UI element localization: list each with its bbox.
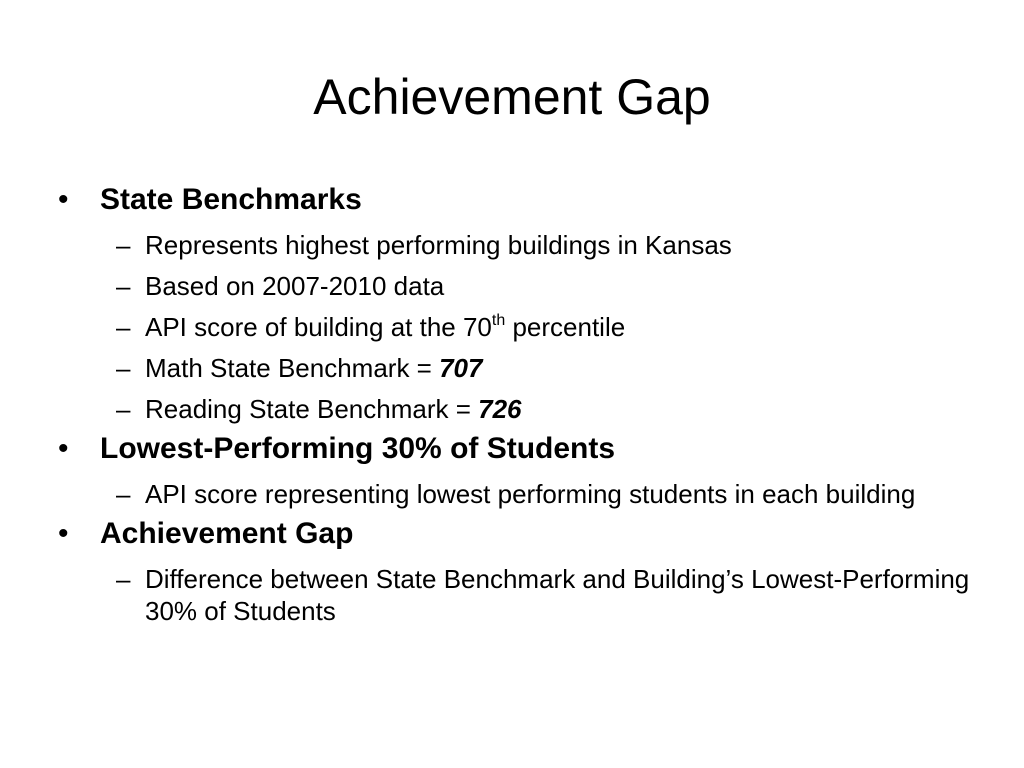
dash-marker: –: [116, 271, 131, 301]
dash-marker: –: [116, 230, 131, 260]
sub-item: [52, 478, 982, 510]
slide-title: Achievement Gap: [313, 69, 711, 125]
dash-marker: –: [116, 564, 131, 594]
sub-item: [52, 393, 982, 425]
bullet-achievement-gap: [52, 514, 982, 554]
sub-item-text-suffix: percentile: [505, 312, 626, 342]
bullet-marker: •: [58, 183, 69, 216]
dash-marker: –: [116, 312, 131, 342]
bullet-heading: Lowest-Performing 30% of Students: [100, 432, 616, 465]
sub-list-lowest-performing: [52, 478, 982, 510]
dash-marker: –: [116, 479, 131, 509]
sub-item: [52, 270, 982, 302]
dash-marker: –: [116, 394, 131, 424]
bullet-heading: State Benchmarks: [100, 183, 362, 216]
math-benchmark-value: 707: [439, 353, 483, 383]
sub-item: [52, 311, 982, 343]
superscript: th: [491, 312, 506, 329]
sub-item-text: Math State Benchmark =: [145, 353, 440, 383]
bullet-marker: •: [58, 517, 69, 550]
sub-list-achievement-gap: [52, 563, 982, 627]
sub-item: [52, 352, 982, 384]
sub-item: [52, 563, 982, 627]
bullet-state-benchmarks: [52, 180, 982, 220]
bullet-lowest-performing: [52, 429, 982, 469]
bullet-heading: Achievement Gap: [100, 517, 354, 550]
sub-item-text: API score representing lowest performing students in each building: [145, 479, 916, 509]
slide-body: [52, 178, 982, 627]
sub-item-text: Based on 2007-2010 data: [145, 271, 445, 301]
sub-item-text: Reading State Benchmark =: [145, 394, 479, 424]
sub-item-text: Represents highest performing buildings in Kansas: [145, 230, 732, 260]
sub-item: [52, 229, 982, 261]
bullet-marker: •: [58, 432, 69, 465]
reading-benchmark-value: 726: [478, 394, 522, 424]
sub-item-text: Difference between State Benchmark and Building’s Lowest-Performing 30% of Students: [145, 564, 970, 626]
dash-marker: –: [116, 353, 131, 383]
sub-list-state-benchmarks: [52, 229, 982, 425]
sub-item-text: API score of building at the 70: [145, 312, 492, 342]
